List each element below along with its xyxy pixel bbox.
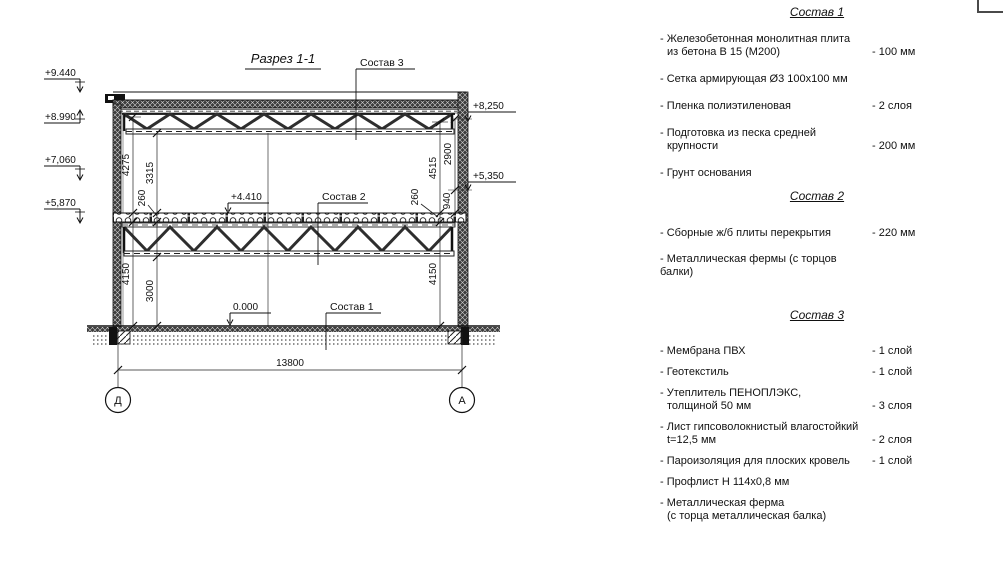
item-value: - 100 мм — [872, 46, 916, 58]
level-8250 — [465, 101, 516, 121]
section-drawing — [0, 0, 560, 440]
item-text: - Лист гипсоволокнистый влагостойкий — [660, 421, 859, 433]
dim-940: 940 — [442, 192, 453, 210]
level-4410 — [225, 192, 269, 213]
dim-13800: 13800 — [276, 358, 304, 369]
svg-text:Состав 3: Состав 3 — [360, 57, 404, 69]
svg-text:Состав 2: Состав 2 — [322, 191, 366, 203]
roof-truss-diagonals — [124, 114, 452, 129]
svg-text:+7,060: +7,060 — [45, 155, 76, 166]
list-item — [660, 476, 932, 489]
dim-2900: 2900 — [443, 142, 454, 166]
axis-bubbles — [106, 388, 475, 413]
list-item — [660, 100, 932, 113]
level-5870 — [44, 198, 85, 223]
item-text: - Геотекстиль — [660, 366, 729, 378]
legend-heading-2: Состав 2 — [789, 189, 845, 203]
item-value: - 200 мм — [872, 140, 916, 152]
dim-3315: 3315 — [145, 161, 156, 185]
item-text-2: из бетона В 15 (М200) — [667, 46, 780, 58]
floor-structure — [113, 213, 466, 256]
svg-text:+5,870: +5,870 — [45, 198, 76, 209]
right-wall — [458, 92, 468, 332]
dimension-ticks — [114, 113, 466, 374]
list-item — [660, 227, 932, 240]
list-item — [660, 366, 932, 379]
floor-truss-diagonals — [124, 227, 452, 251]
list-item — [660, 421, 932, 447]
item-value: - 220 мм — [872, 227, 916, 239]
level-5350 — [465, 171, 516, 190]
svg-text:+8,250: +8,250 — [473, 101, 504, 112]
item-value: - 1 слой — [872, 345, 913, 357]
item-text: - Утеплитель ПЕНОПЛЭКС, — [660, 387, 802, 399]
dim-260-right: 260 — [410, 188, 421, 206]
roof-structure — [105, 92, 466, 134]
item-text: - Профлист Н 114х0,8 мм — [660, 476, 790, 488]
item-text-2: (с торца металлическая балка) — [667, 510, 827, 522]
item-text: - Мембрана ПВХ — [660, 345, 746, 357]
dim-4275: 4275 — [121, 153, 132, 177]
svg-text:0.000: 0.000 — [233, 302, 259, 313]
dim-4515: 4515 — [428, 156, 439, 180]
item-value: - 1 слой — [872, 455, 913, 467]
item-text-2: толщиной 50 мм — [667, 400, 752, 412]
list-item — [660, 455, 932, 468]
list-item — [660, 127, 932, 153]
item-text: - Сетка армирующая Ø3 100х100 мм — [660, 73, 848, 85]
list-item — [660, 167, 932, 180]
level-9440 — [44, 68, 85, 92]
level-0000 — [227, 302, 271, 325]
list-item — [660, 33, 932, 59]
drawing-title-group — [245, 51, 321, 69]
dim-3000: 3000 — [145, 279, 156, 303]
dim-4150-right: 4150 — [428, 262, 439, 286]
item-value: - 2 слоя — [872, 434, 913, 446]
item-text-2: t=12,5 мм — [667, 434, 717, 446]
item-text: - Металлическая фермы (с торцов балки) — [660, 253, 837, 278]
dim-4150-left: 4150 — [121, 262, 132, 286]
item-text: - Металлическая ферма — [660, 497, 785, 509]
dim-260-left: 260 — [137, 189, 148, 207]
item-text: - Подготовка из песка средней — [660, 127, 816, 139]
item-text: - Пленка полиэтиленовая — [660, 100, 791, 112]
legend-heading-3: Состав 3 — [789, 308, 845, 322]
item-text: - Железобетонная монолитная плита — [660, 33, 851, 45]
list-item — [660, 497, 932, 523]
legend-heading-1: Состав 1 — [789, 5, 845, 19]
item-value: - 3 слоя — [872, 400, 913, 412]
svg-text:+8.990: +8.990 — [45, 112, 76, 123]
svg-text:+4.410: +4.410 — [231, 192, 262, 203]
item-value: - 2 слоя — [872, 100, 913, 112]
axis-bubble-right: А — [458, 395, 466, 407]
item-value: - 1 слой — [872, 366, 913, 378]
item-text: - Грунт основания — [660, 167, 752, 179]
level-8990 — [44, 110, 85, 123]
frame-corner — [977, 0, 1003, 13]
axis-bubble-left: Д — [114, 395, 122, 407]
item-text: - Пароизоляция для плоских кровель — [660, 455, 850, 467]
drawing-title: Разрез 1-1 — [250, 51, 316, 66]
svg-text:+9.440: +9.440 — [45, 68, 76, 79]
svg-text:Состав 1: Состав 1 — [330, 301, 374, 313]
level-7060 — [44, 155, 85, 180]
legend-section-1 — [660, 5, 932, 194]
legend-section-3 — [660, 308, 932, 531]
legend-section-2 — [660, 189, 932, 292]
item-text: - Сборные ж/б плиты перекрытия — [660, 227, 831, 239]
item-text-2: крупности — [667, 140, 719, 152]
list-item — [660, 345, 932, 358]
svg-text:+5,350: +5,350 — [473, 171, 504, 182]
list-item — [660, 253, 932, 279]
list-item — [660, 73, 932, 86]
list-item — [660, 387, 932, 413]
